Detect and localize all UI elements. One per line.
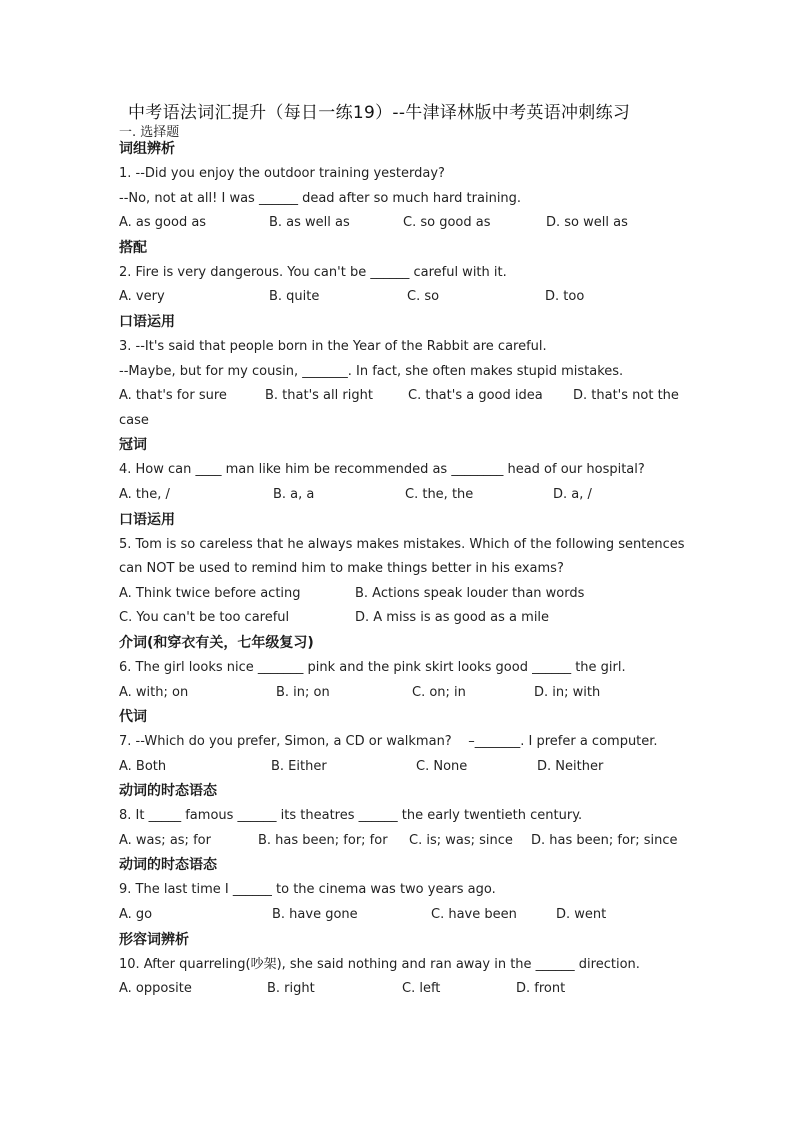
question-4 [119, 433, 699, 507]
question-category: 代词 [119, 709, 147, 726]
question-7 [119, 705, 699, 779]
question-1 [119, 137, 699, 236]
option-b[interactable]: B. a, a [273, 486, 315, 502]
option-c[interactable]: C. have been [431, 907, 517, 923]
option-a[interactable]: A. go [119, 907, 153, 923]
option-c[interactable]: C. on; in [412, 684, 466, 700]
question-text: 3. --It's said that people born in the Year of the Rabbit are careful. [119, 338, 547, 354]
option-c[interactable]: C. is; was; since [409, 832, 513, 848]
option-row [119, 606, 699, 631]
option-d[interactable]: D. has been; for; since [531, 832, 678, 848]
option-row [119, 285, 699, 310]
question-category: 口语运用 [119, 313, 175, 330]
question-text: --Maybe, but for my cousin, _______. In fact, she often makes stupid mistakes. [119, 363, 624, 379]
option-b[interactable]: B. right [267, 981, 315, 997]
option-b[interactable]: B. Actions speak louder than words [355, 585, 585, 601]
option-b[interactable]: B. as well as [269, 215, 350, 231]
question-category: 冠词 [119, 437, 147, 454]
option-d[interactable]: D. too [545, 289, 585, 305]
question-10 [119, 928, 699, 1002]
option-c[interactable]: C. the, the [405, 486, 474, 502]
option-row [119, 211, 699, 236]
question-list [119, 137, 699, 1002]
question-text: --No, not at all! I was ______ dead after so much hard training. [119, 190, 522, 206]
option-a[interactable]: A. Think twice before acting [119, 585, 301, 601]
option-row [119, 483, 699, 508]
option-row [119, 681, 699, 706]
option-b[interactable]: B. quite [269, 289, 320, 305]
option-d[interactable]: D. A miss is as good as a mile [355, 610, 550, 626]
question-text: 4. How can ____ man like him be recommended as ________ head of our hospital? [119, 462, 645, 478]
option-row [119, 755, 699, 780]
question-category: 动词的时态语态 [119, 857, 217, 874]
option-a[interactable]: A. opposite [119, 981, 192, 997]
option-a[interactable]: A. very [119, 289, 165, 305]
question-category: 搭配 [119, 239, 147, 256]
option-row [119, 829, 699, 854]
option-row [119, 384, 699, 409]
option-d[interactable]: D. that's not the [573, 388, 679, 404]
question-category: 词组辨析 [119, 141, 175, 157]
option-b[interactable]: B. Either [271, 758, 327, 774]
option-d[interactable]: D. so well as [546, 215, 628, 231]
option-b[interactable]: B. that's all right [265, 388, 373, 404]
option-b[interactable]: B. in; on [276, 684, 330, 700]
question-8 [119, 779, 699, 853]
option-c[interactable]: C. that's a good idea [408, 388, 543, 404]
document-title: 中考语法词汇提升（每日一练19）--牛津译林版中考英语冲刺练习 [128, 103, 631, 123]
option-a[interactable]: A. as good as [119, 215, 207, 231]
option-a[interactable]: A. was; as; for [119, 832, 211, 848]
question-text: 5. Tom is so careless that he always makes mistakes. Which of the following sentences [119, 536, 685, 552]
option-a[interactable]: A. the, / [119, 486, 170, 502]
option-d[interactable]: D. in; with [534, 684, 601, 700]
option-d[interactable]: D. front [516, 981, 566, 997]
option-b[interactable]: B. have gone [272, 907, 358, 923]
option-c[interactable]: C. You can't be too careful [119, 610, 290, 626]
question-6 [119, 631, 699, 705]
question-3 [119, 310, 699, 433]
question-text: 2. Fire is very dangerous. You can't be ______ careful with it. [119, 264, 507, 280]
question-text: 6. The girl looks nice _______ pink and the pink skirt looks good ______ the girl. [119, 659, 626, 675]
option-a[interactable]: A. with; on [119, 684, 189, 700]
option-c[interactable]: C. left [402, 981, 441, 997]
option-c[interactable]: C. so [407, 289, 440, 305]
option-c[interactable]: C. None [416, 758, 468, 774]
option-a[interactable]: A. Both [119, 758, 167, 774]
option-d[interactable]: D. a, / [553, 486, 592, 502]
question-9 [119, 853, 699, 927]
question-category: 口语运用 [119, 511, 175, 528]
question-text: 9. The last time I ______ to the cinema was two years ago. [119, 882, 496, 898]
question-5 [119, 508, 699, 631]
option-row [119, 903, 699, 928]
question-text: 10. After quarreling(吵架), she said nothing and ran away in the ______ direction. [119, 956, 640, 972]
section-heading: 一. 选择题 [119, 125, 180, 140]
option-d[interactable]: D. went [556, 907, 607, 923]
question-text: can NOT be used to remind him to make things better in his exams? [119, 561, 564, 577]
question-text: 7. --Which do you prefer, Simon, a CD or walkman? –_______. I prefer a computer. [119, 734, 658, 750]
question-2 [119, 236, 699, 310]
question-category: 介词(和穿衣有关，七年级复习) [119, 634, 314, 651]
option-a[interactable]: A. that's for sure [119, 388, 227, 404]
question-text: 1. --Did you enjoy the outdoor training yesterday? [119, 166, 445, 181]
question-category: 动词的时态语态 [119, 783, 217, 800]
option-b[interactable]: B. has been; for; for [258, 832, 388, 848]
option-d[interactable]: D. Neither [537, 758, 604, 774]
option-row [119, 582, 699, 607]
option-c[interactable]: C. so good as [403, 215, 491, 231]
option-row [119, 977, 699, 1002]
question-text: 8. It _____ famous ______ its theatres ______ the early twentieth century. [119, 808, 583, 824]
option-d-continuation: case [119, 412, 149, 428]
question-category: 形容词辨析 [119, 931, 189, 948]
